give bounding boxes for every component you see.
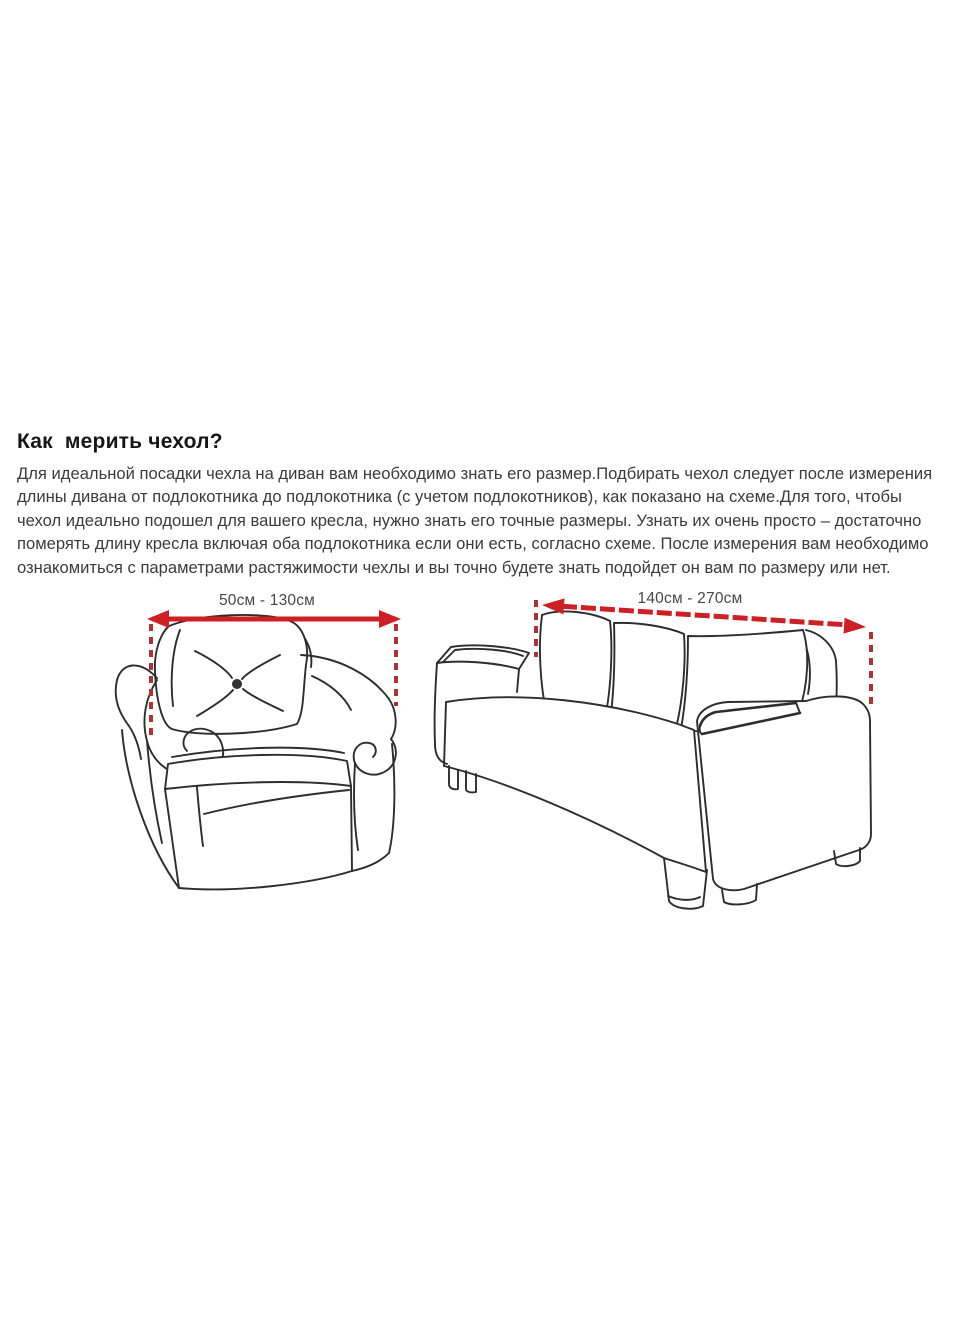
cushion-button [233, 680, 242, 689]
intro-paragraph: Для идеальной посадки чехла на диван вам необходимо знать его размер.Подбирать чехол следует после измерения длины дивана от подлокотника до подлокотника (с учетом подлокотников), как показано на схеме.Для того, чтобы чехол идеально подошел для вашего кресла, нужно знать его точные размеры. Узнать их очень просто – достаточно померять длину кресла включая оба подлокотника если они есть, согласно схеме. После измерения вам необходимо ознакомиться с параметрами растяжимости чехлы и вы точно будете знать подойдет он вам по размеру или нет. [17, 464, 933, 577]
page-title: Как мерить чехол? [17, 430, 223, 453]
sofa-drawing [435, 611, 871, 908]
sofa-size-label: 140см - 270см [637, 590, 743, 607]
arrow-head-right [844, 618, 867, 634]
armchair-size-label: 50см - 130см [218, 592, 316, 609]
armchair-drawing [116, 615, 396, 889]
